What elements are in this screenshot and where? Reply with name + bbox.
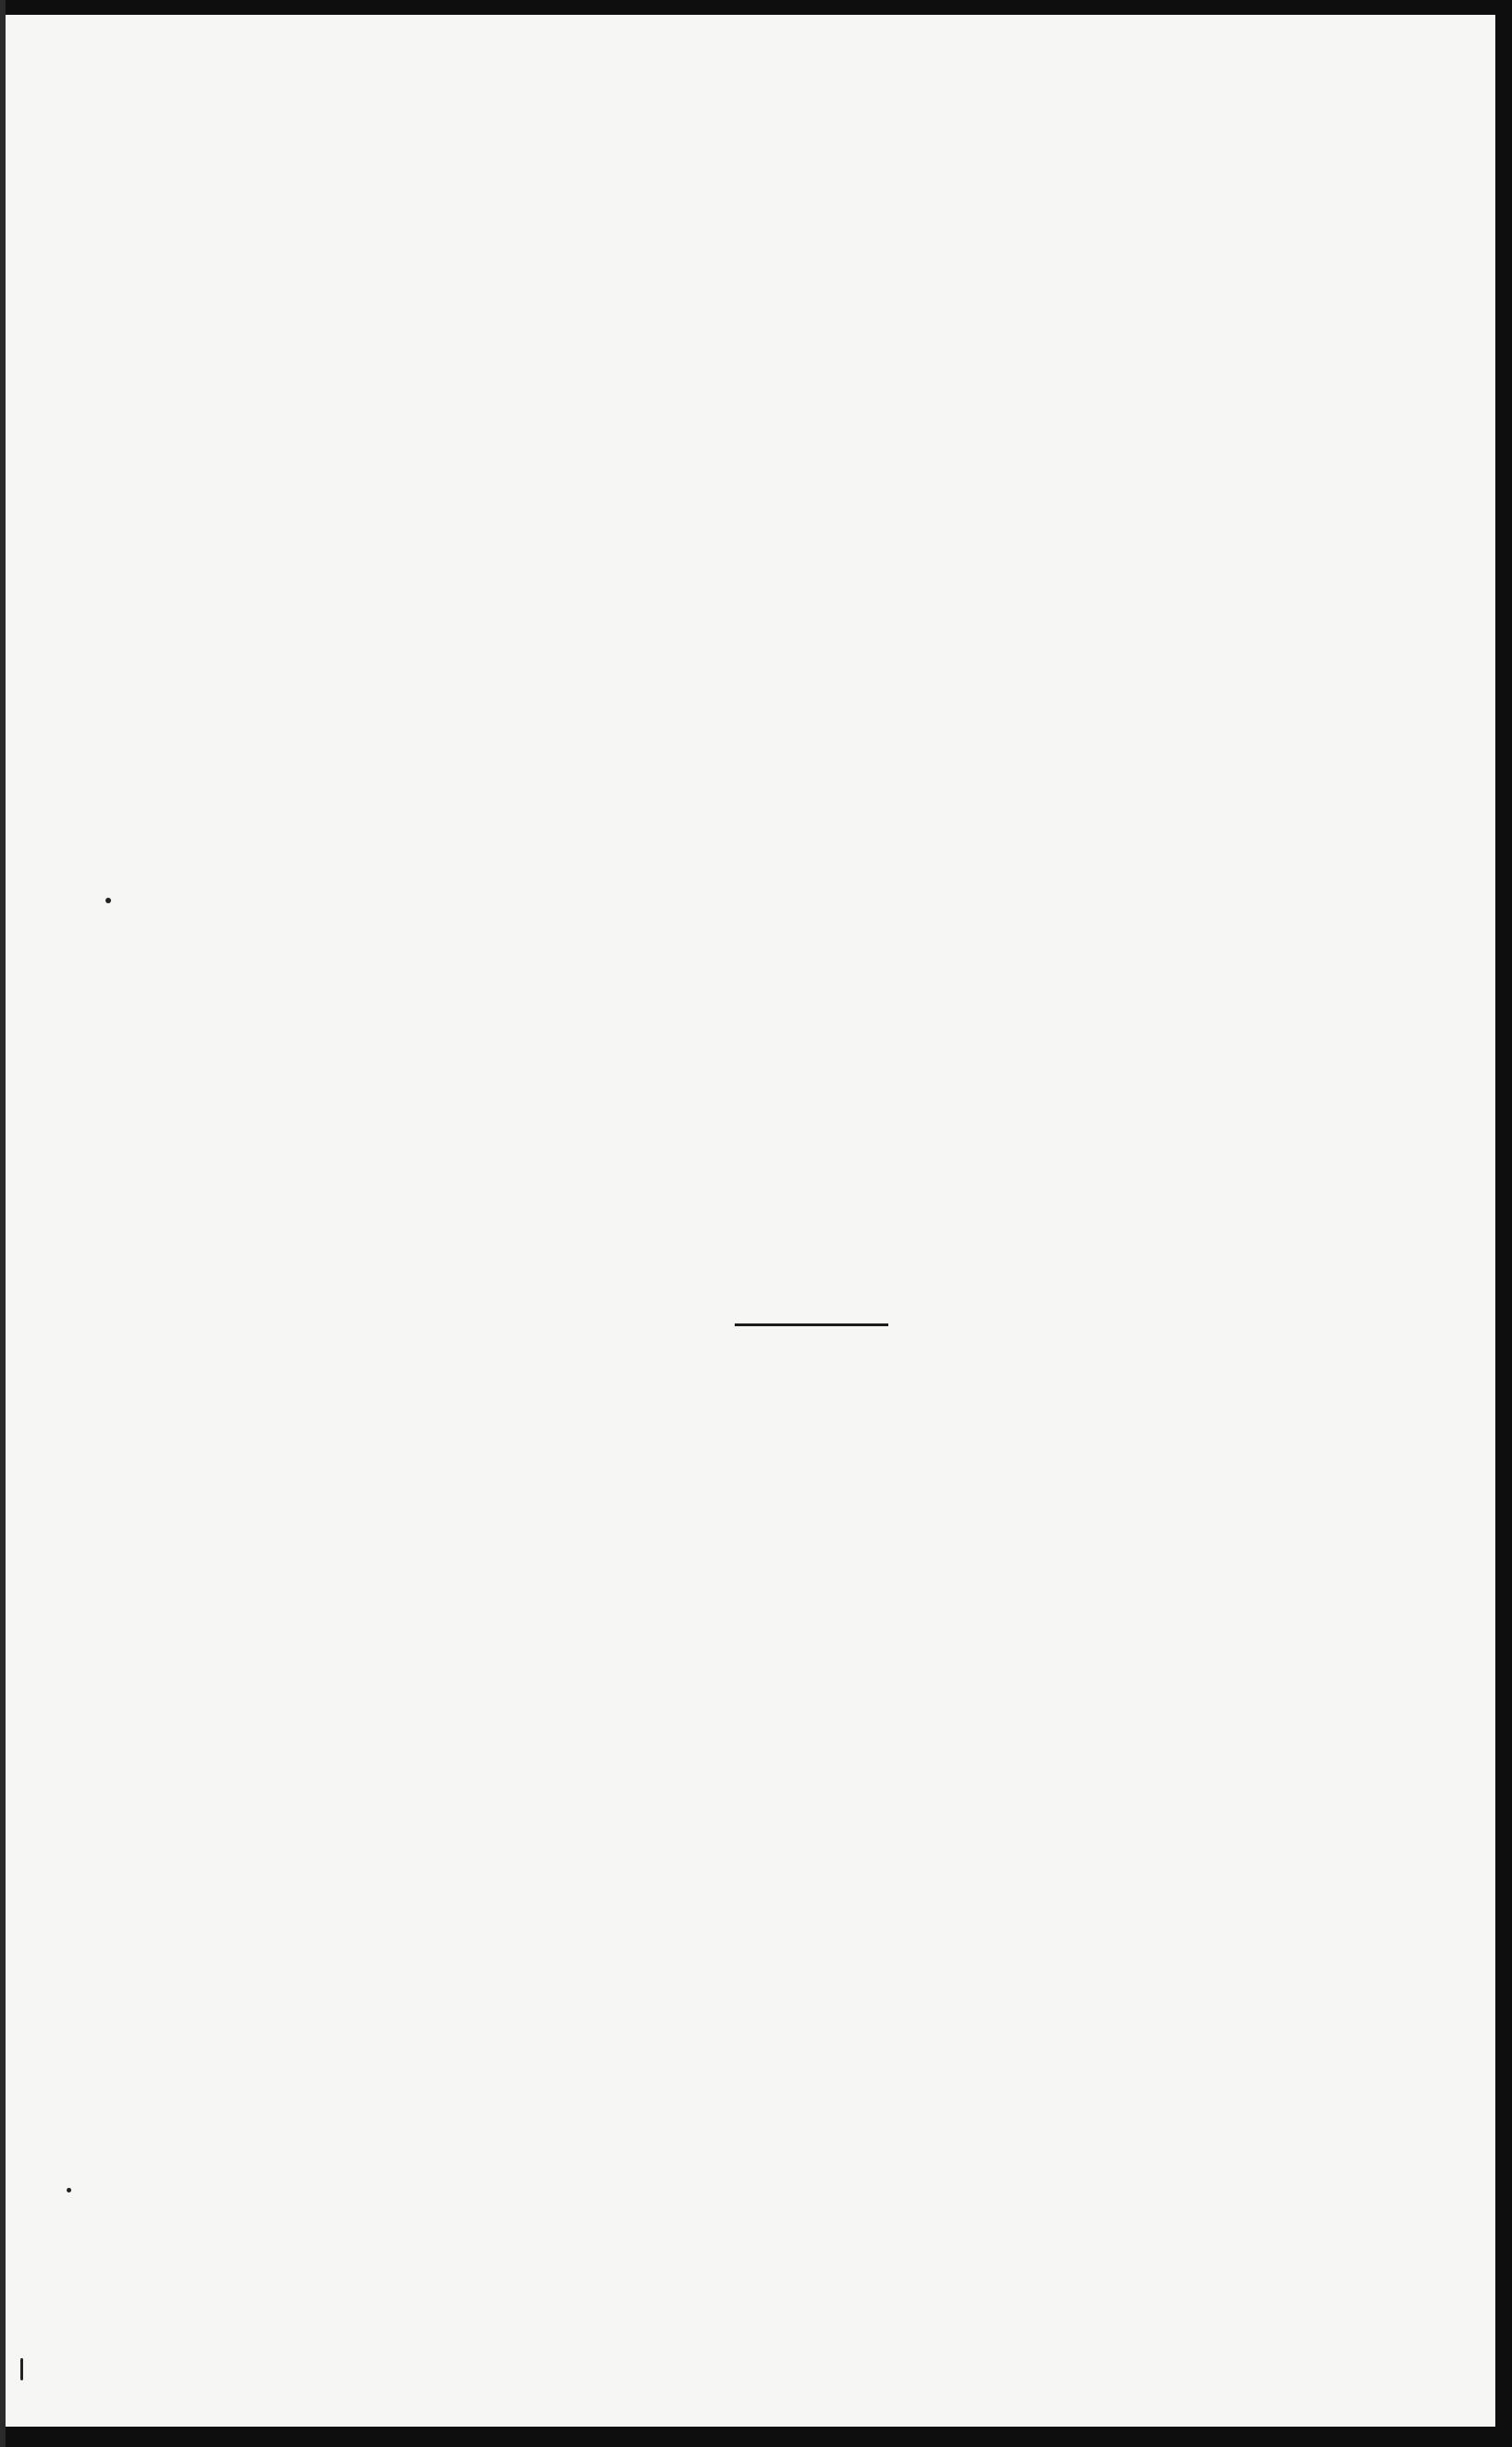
- scan-border-left: [0, 0, 6, 2447]
- scan-border-top: [0, 0, 1512, 15]
- scan-border-right: [1495, 0, 1512, 2447]
- scan-speck: [20, 2358, 23, 2380]
- section-divider: [735, 1323, 888, 1326]
- scan-border-bottom: [0, 2427, 1512, 2447]
- scan-speck: [67, 2188, 71, 2192]
- scan-speck: [105, 898, 111, 903]
